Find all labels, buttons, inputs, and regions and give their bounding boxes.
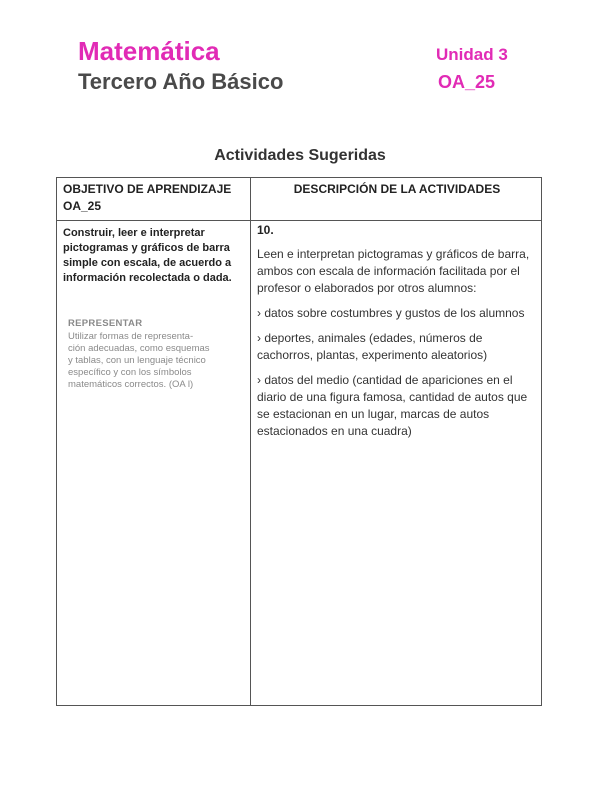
skill-line: ción adecuadas, como esquemas [68,343,210,354]
skill-line: Utilizar formas de representa- [68,331,194,342]
activity-paragraph: Leen e interpretan pictogramas y gráficos de barra, ambos con escala de información facilitada por el profesor o elaborados por otros alumnos: [257,247,530,295]
description-column-header: DESCRIPCIÓN DE LA ACTIVIDADES [293,182,501,196]
skill-title: REPRESENTAR [68,318,143,329]
skill-box [68,318,233,391]
skill-line: matemáticos correctos. (OA l) [68,379,194,390]
skill-line: y tablas, con un lenguaje técnico [68,355,206,366]
activity-bullet: › datos del medio (cantidad de apariciones en el diario de una figura famosa, cantidad de autos que se estacionan en un lugar, marcas de autos estacionados en una cuadra) [257,373,528,438]
activity-bullet: › datos sobre costumbres y gustos de los alumnos [257,306,525,320]
section-title: Actividades Sugeridas [214,147,386,164]
objective-text: Construir, leer e interpretar pictogramas y gráficos de barra simple con escala, de acuerdo a información recolectada o dada. [63,227,232,284]
column-divider [250,178,251,705]
activity-number: 10. [257,223,274,237]
subject-title: Matemática [78,36,220,66]
activity-bullet: › deportes, animales (edades, números de cachorros, plantas, experimento aleatorios) [257,331,488,362]
oa-label: OA_25 [438,72,496,92]
grade-title: Tercero Año Básico [78,69,284,94]
header-divider [57,220,541,221]
activities-table [56,177,542,706]
unit-label: Unidad 3 [436,45,508,64]
activity-description [257,246,535,448]
skill-line: específico y con los símbolos [68,367,192,378]
objective-column-header: OBJETIVO DE APRENDIZAJE OA_25 [63,182,232,213]
